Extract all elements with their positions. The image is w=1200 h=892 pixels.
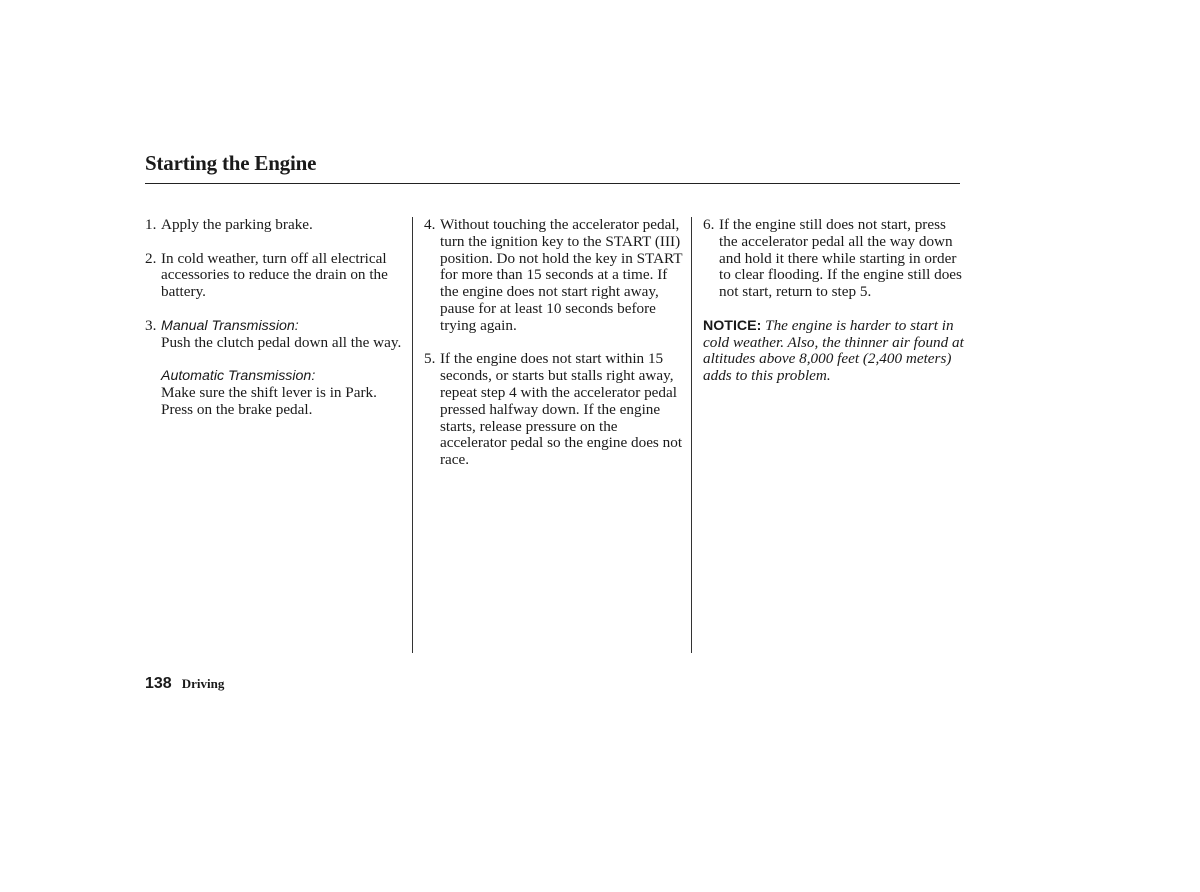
step-text: Without touching the accelerator pedal, turn the ignition key to the START (III) position. Do not hold the key in START for more than 15 seconds at a time. If the engine does not start right away, pause for at least 10 seconds before trying again. <box>440 216 683 334</box>
step-3 <box>145 318 407 419</box>
step-text: If the engine still does not start, press the accelerator pedal all the way down and hold it there while starting in order to clear flooding. If the engine still does not start, return to step 5. <box>719 216 962 301</box>
step-6 <box>703 217 965 301</box>
column-2 <box>424 217 686 486</box>
manual-transmission-text: Push the clutch pedal down all the way. <box>161 333 402 351</box>
automatic-transmission-heading: Automatic Transmission: <box>161 368 316 385</box>
automatic-transmission-block <box>161 368 407 418</box>
notice-label: NOTICE: <box>703 317 762 334</box>
step-number: 5. <box>424 350 436 368</box>
section-name: Driving <box>181 676 225 691</box>
step-text: In cold weather, turn off all electrical accessories to reduce the drain on the battery. <box>161 249 388 301</box>
notice-block <box>703 318 965 385</box>
title-divider <box>145 183 960 184</box>
page-title: Starting the Engine <box>145 151 317 175</box>
step-number: 1. <box>145 216 157 233</box>
step-3-body <box>161 318 407 419</box>
notice-text: The engine is harder to start in cold weather. Also, the thinner air found at altitudes above 8,000 feet (2,400 meters) adds to this problem. <box>703 316 964 385</box>
step-1 <box>145 217 407 234</box>
step-2 <box>145 251 407 301</box>
step-text: If the engine does not start within 15 seconds, or starts but stalls right away, repeat step 4 with the accelerator pedal pressed halfway down. If the engine starts, release pressure on the accelerator pedal so the engine does not race. <box>440 350 683 469</box>
column-divider-1 <box>412 217 413 653</box>
step-4 <box>424 217 686 335</box>
manual-transmission-heading: Manual Transmission: <box>161 317 299 334</box>
page-number: 138 <box>145 675 172 692</box>
page-footer <box>145 675 224 693</box>
step-number: 4. <box>424 216 436 233</box>
automatic-transmission-text: Make sure the shift lever is in Park. Press on the brake pedal. <box>161 383 377 418</box>
step-number: 2. <box>145 249 157 267</box>
column-3 <box>703 217 965 385</box>
step-number: 6. <box>703 216 715 233</box>
column-1 <box>145 217 407 435</box>
step-number: 3. <box>145 316 157 334</box>
step-5 <box>424 351 686 469</box>
column-divider-2 <box>691 217 692 653</box>
step-text: Apply the parking brake. <box>161 216 313 233</box>
